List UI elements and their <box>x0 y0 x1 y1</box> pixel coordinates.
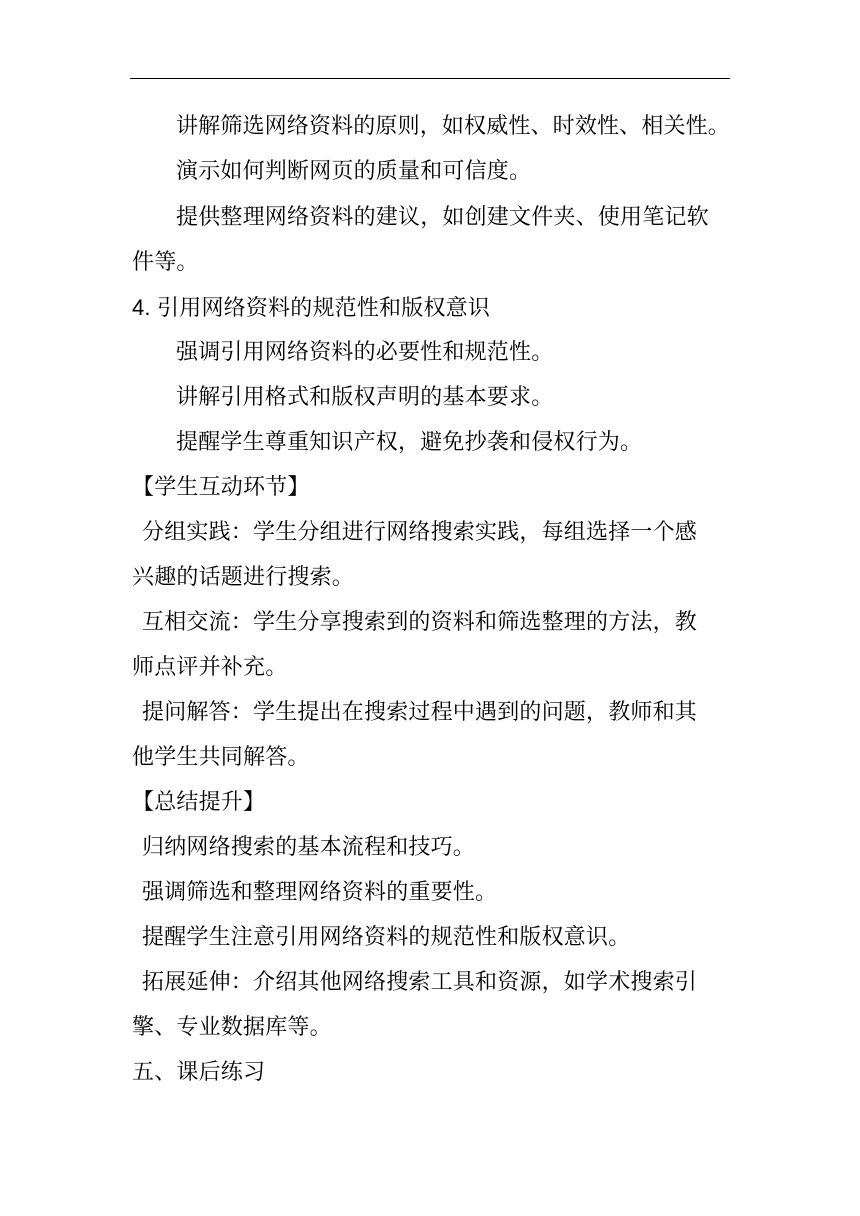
paragraph-line: 师点评并补充。 <box>132 655 288 680</box>
paragraph-line: 提供整理网络资料的建议，如创建文件夹、使用笔记软 <box>176 205 709 230</box>
paragraph-line: 强调筛选和整理网络资料的重要性。 <box>142 880 498 905</box>
paragraph-line: 提醒学生尊重知识产权，避免抄袭和侵权行为。 <box>176 430 643 455</box>
paragraph-line: 提问解答：学生提出在搜索过程中遇到的问题，教师和其 <box>142 700 698 725</box>
paragraph-line: 擎、专业数据库等。 <box>132 1015 332 1040</box>
paragraph-line: 归纳网络搜索的基本流程和技巧。 <box>142 835 476 860</box>
paragraph-line: 拓展延伸：介绍其他网络搜索工具和资源，如学术搜索引 <box>142 970 698 995</box>
paragraph-line: 演示如何判断网页的质量和可信度。 <box>176 159 532 184</box>
numbered-heading: 4. 引用网络资料的规范性和版权意识 <box>132 295 491 320</box>
paragraph-line: 讲解引用格式和版权声明的基本要求。 <box>176 385 554 410</box>
paragraph-line: 件等。 <box>132 250 199 275</box>
paragraph-line: 提醒学生注意引用网络资料的规范性和版权意识。 <box>142 925 631 950</box>
paragraph-line: 讲解筛选网络资料的原则，如权威性、时效性、相关性。 <box>176 114 730 139</box>
section-heading: 【学生互动环节】 <box>132 475 310 500</box>
paragraph-line: 互相交流：学生分享搜索到的资料和筛选整理的方法，教 <box>142 610 698 635</box>
section-heading: 【总结提升】 <box>132 790 266 815</box>
header-rule <box>130 78 730 79</box>
paragraph-line: 兴趣的话题进行搜索。 <box>132 565 355 590</box>
section-heading: 五、课后练习 <box>132 1060 266 1085</box>
paragraph-line: 分组实践：学生分组进行网络搜索实践，每组选择一个感 <box>142 520 698 545</box>
paragraph-line: 强调引用网络资料的必要性和规范性。 <box>176 340 554 365</box>
paragraph-line: 他学生共同解答。 <box>132 745 310 770</box>
